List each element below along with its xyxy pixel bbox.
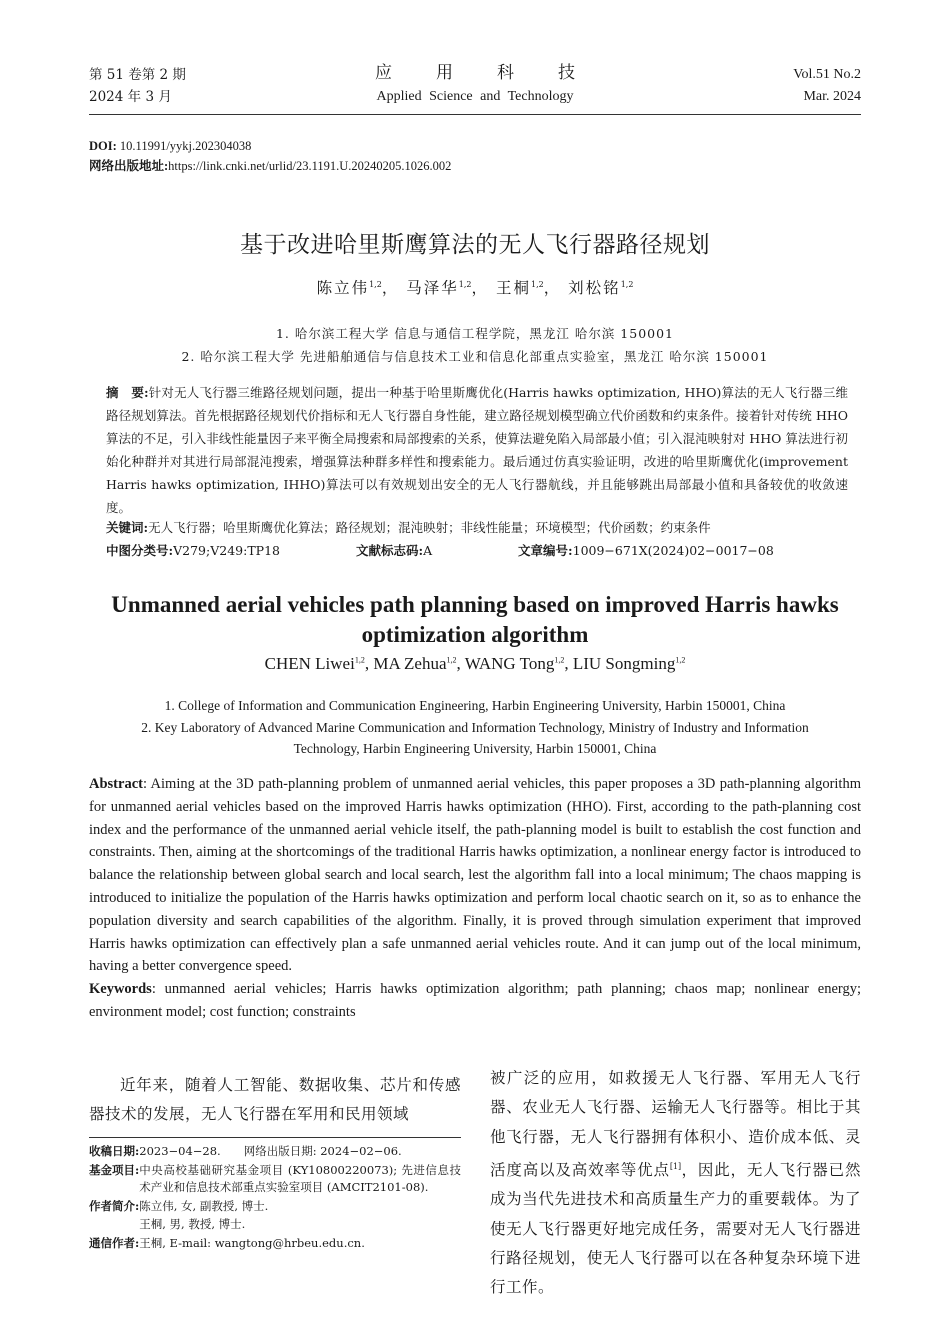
- clc-label: 中图分类号:: [106, 543, 174, 558]
- author-aff: 1,2: [530, 279, 544, 289]
- author-name: 马泽华: [406, 279, 459, 297]
- body-right-text-continued: ，因此，无人飞行器已然成为当代先进技术和高质量生产力的重要载体。为了使无人飞行器更好地完成任务，需要对无人飞行器进行路径规划，使无人飞行器可以在各种复杂环境下进行工作。: [490, 1161, 861, 1297]
- clc-number: [106, 540, 280, 562]
- header-volume-en: Vol.51 No.2: [793, 67, 861, 82]
- header-date-cn: 2024 年 3 月: [89, 89, 172, 105]
- author-aff: 1,2: [620, 279, 634, 289]
- keywords-en-text: : unmanned aerial vehicles; Harris hawks optimization algorithm; path planning; chaos map; nonlinear energy; environment model; cost function; constraints: [89, 981, 861, 1020]
- authors-en: [0, 654, 950, 674]
- citation-ref[interactable]: [1]: [669, 1161, 682, 1171]
- affiliation-en: 2. Key Laboratory of Advanced Marine Communication and Information Technology, Ministry of Industry and Information Technology, Harbin Engineering University, Harbin 150001, China: [141, 719, 809, 756]
- document-code: [356, 540, 433, 562]
- footnotes: [89, 1143, 461, 1253]
- header-volume-en-block: [793, 64, 861, 108]
- abstract-en: [89, 773, 861, 1024]
- author-aff: 1,2: [458, 279, 472, 289]
- journal-name-en: Applied Science and Technology: [376, 89, 574, 104]
- article-number-label: 文章编号:: [518, 543, 573, 558]
- author-cn: [406, 279, 489, 297]
- affiliation-cn: 1. 哈尔滨工程大学 信息与通信工程学院，黑龙江 哈尔滨 150001: [275, 326, 675, 341]
- body-intro-right: [490, 1064, 861, 1303]
- footnote-received: [89, 1143, 461, 1161]
- footnote-value: 中央高校基础研究基金项目 (KY10800220073); 先进信息技术产业和信息技术部重点实验室项目 (AMCIT2101-08).: [139, 1162, 461, 1194]
- author-aff: 1,2: [354, 655, 365, 665]
- footnote-funding: [89, 1162, 461, 1197]
- author-sep: ,: [364, 654, 374, 673]
- title-cn: 基于改进哈里斯鹰算法的无人飞行器路径规划: [240, 232, 710, 258]
- keywords-en-paragraph: [89, 978, 861, 1024]
- authors-cn: [0, 276, 950, 298]
- doi-label: DOI:: [89, 139, 117, 153]
- footnote-rule: [89, 1137, 461, 1138]
- keywords-cn-label: 关键词:: [106, 520, 149, 535]
- author-sep: ，: [543, 279, 562, 297]
- header-rule: [89, 114, 861, 115]
- doi-line: [89, 136, 451, 156]
- author-name: MA Zehua: [373, 654, 447, 673]
- abstract-en-paragraph: [89, 773, 861, 978]
- author-name: WANG Tong: [464, 654, 555, 673]
- journal-name-cn: 应用科技: [375, 63, 619, 83]
- abstract-cn: [106, 381, 848, 519]
- footnote-author-bio: [89, 1198, 461, 1216]
- footnote-label: 收稿日期:: [89, 1144, 140, 1158]
- title-en: Unmanned aerial vehicles path planning based on improved Harris hawks optimization algorithm: [111, 592, 839, 647]
- author-aff: 1,2: [675, 655, 686, 665]
- author-name: 刘松铭: [568, 279, 621, 297]
- author-name: 陈立伟: [316, 279, 370, 297]
- abstract-cn-label: 摘 要:: [106, 385, 149, 400]
- author-sep: ,: [456, 654, 465, 673]
- article-number-value: 1009−671X(2024)02−0017−08: [572, 543, 774, 558]
- author-sep: ，: [381, 279, 400, 297]
- article-meta: [89, 136, 451, 176]
- author-aff: 1,2: [446, 655, 457, 665]
- author-en: [265, 654, 374, 673]
- footnote-value: 王桐, 男, 教授, 博士.: [139, 1217, 246, 1231]
- abstract-en-text: : Aiming at the 3D path-planning problem of unmanned aerial vehicles, this paper proposes a 3D path-planning algorithm for unmanned aerial vehicles based on the improved Harris hawks optimization (HHO). First, according to the path-planning cost index and the performance of the unmanned aerial vehicle itself, the path-planning model is built to establish the cost function and constraints. Then, aiming at the shortcomings of the traditional Harris hawks optimization, a nonlinear energy factor is introduced to balance the relationship between global search and local search, lest the algorithm fall into a local minimum; The chaos mapping is introduced to initialize the population of the Harris hawks optimization and perform local chaotic search on it, so as to enhance the population diversity and search capabilities of the algorithm. Finally, it is proved through simulation experiment that improved Harris hawks optimization can effectively plan a safe unmanned aerial vehicles route. And it can jump out of the local minimum, having a better convergence speed.: [89, 776, 861, 975]
- footnote-corresponding: [89, 1235, 461, 1253]
- author-aff: 1,2: [554, 655, 565, 665]
- footnote-label: 基金项目:: [89, 1162, 140, 1177]
- author-cn: [568, 279, 633, 297]
- author-en: [573, 654, 685, 673]
- abstract-en-label: Abstract: [89, 776, 143, 792]
- affiliations-en: [110, 695, 840, 760]
- author-aff: 1,2: [369, 279, 382, 289]
- footnote-value: 陈立伟, 女, 副教授, 博士.: [139, 1198, 269, 1213]
- keywords-cn-text: 无人飞行器；哈里斯鹰优化算法；路径规划；混沌映射；非线性能量；环境模型；代价函数；约束条件: [148, 520, 711, 535]
- footnote-author-bio-2: [89, 1216, 461, 1234]
- footnote-value: 王桐, E-mail: wangtong@hrbeu.edu.cn.: [139, 1235, 365, 1250]
- author-name: 王桐: [495, 279, 531, 297]
- doc-code-label: 文献标志码:: [356, 543, 424, 558]
- url-label: 网络出版地址:: [89, 159, 169, 173]
- abstract-cn-text: 针对无人飞行器三维路径规划问题，提出一种基于哈里斯鹰优化(Harris hawks optimization, HHO)算法的无人飞行器三维路径规划算法。首先根据路径规划代价指标和无人飞行器自身性能，建立路径规划模型确立代价函数和约束条件。接着针对传统 HHO 算法的不足，引入非线性能量因子来平衡全局搜索和局部搜索的关系，使算法避免陷入局部最小值；引入混沌映射对 HHO 算法进行初始化种群并对其进行局部混沌搜索，增强算法种群多样性和搜索能力。最后通过仿真实验证明，改进的哈里斯鹰优化(improvement Harris hawks optimization, IHHO)算法可以有效规划出安全的无人飞行器航线，并且能够跳出局部最小值和具备较优的收敛速度。: [106, 385, 848, 515]
- article-number: [518, 540, 774, 562]
- author-sep: ，: [471, 279, 490, 297]
- author-sep: ,: [564, 654, 573, 673]
- doc-code-value: A: [423, 543, 433, 558]
- footnote-label: 作者简介:: [89, 1198, 140, 1213]
- affiliation-en: 1. College of Information and Communication Engineering, Harbin Engineering University, Harbin 150001, China: [164, 698, 786, 713]
- footnote-value: 2023−04−28. 网络出版日期: 2024−02−06.: [139, 1144, 402, 1158]
- clc-value: V279;V249:TP18: [173, 543, 280, 558]
- url-line: [89, 156, 451, 176]
- url-value[interactable]: https://link.cnki.net/urlid/23.1191.U.20240205.1026.002: [168, 159, 452, 173]
- body-intro-left: 近年来，随着人工智能、数据收集、芯片和传感器技术的发展，无人飞行器在军用和民用领域: [89, 1076, 461, 1123]
- author-en: [373, 654, 464, 673]
- body-right-text: 被广泛的应用，如救援无人飞行器、军用无人飞行器、农业无人飞行器、运输无人飞行器等。相比于其他飞行器，无人飞行器拥有体积小、造价成本低、灵活度高以及高效率等优点: [490, 1069, 861, 1180]
- affiliation-cn: 2. 哈尔滨工程大学 先进船舶通信与信息技术工业和信息化部重点实验室，黑龙江 哈尔滨 150001: [181, 349, 769, 364]
- author-en: [465, 654, 573, 673]
- author-name: CHEN Liwei: [264, 654, 355, 673]
- author-cn: [496, 279, 561, 297]
- author-name: LIU Songming: [572, 654, 676, 673]
- doi-value[interactable]: 10.11991/yykj.202304038: [116, 139, 252, 153]
- author-cn: [317, 279, 400, 297]
- keywords-en-label: Keywords: [89, 981, 152, 998]
- header-date-en: Mar. 2024: [803, 89, 861, 104]
- header-volume-cn: 第 51 卷第 2 期: [89, 67, 186, 83]
- keywords-cn: [106, 517, 848, 539]
- affiliations-cn: [0, 322, 950, 368]
- footnote-label: 通信作者:: [89, 1235, 140, 1250]
